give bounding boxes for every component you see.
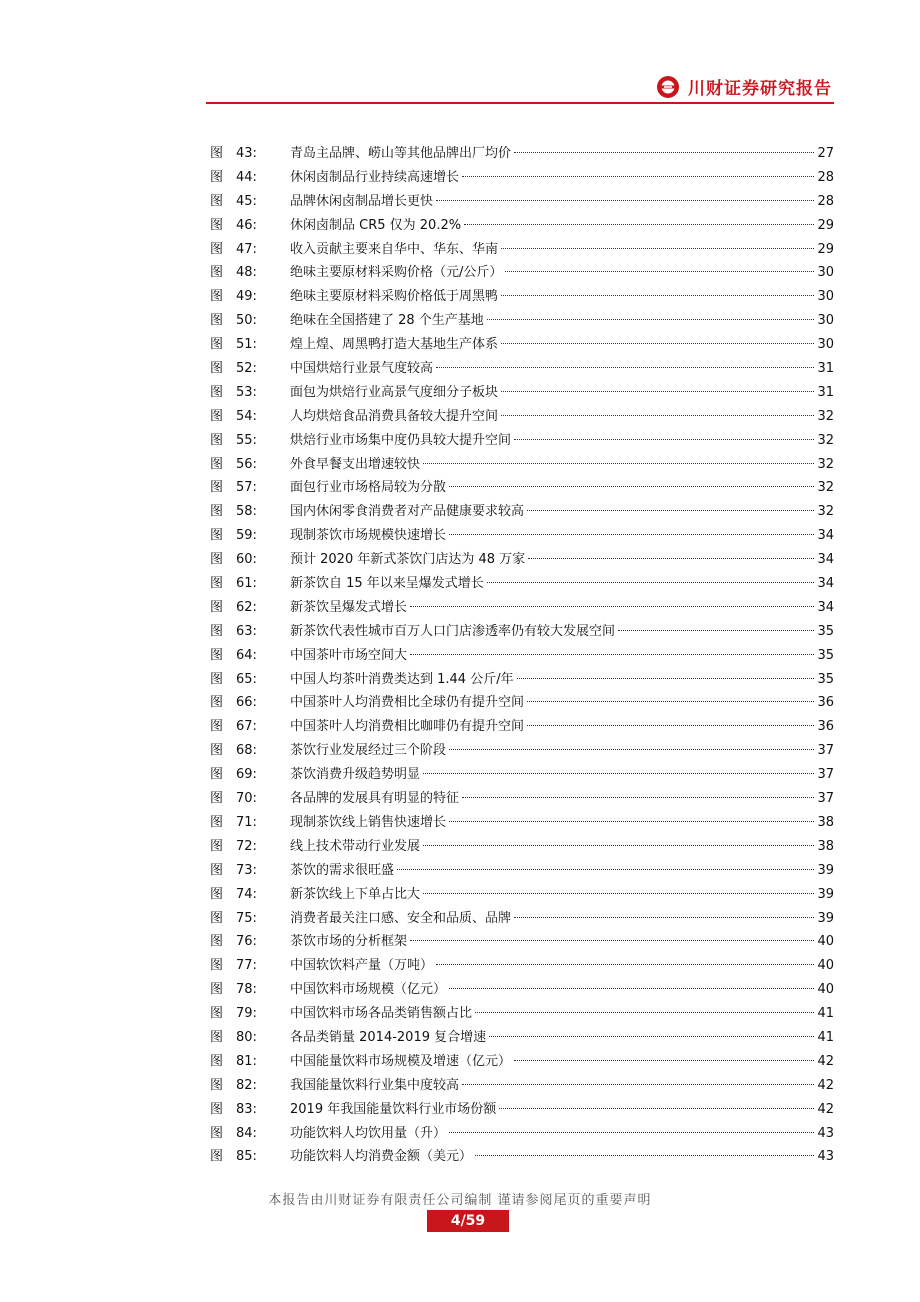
page-number: 42 bbox=[817, 1101, 834, 1117]
figure-title: 面包行业市场格局较为分散 bbox=[290, 480, 447, 496]
dot-leader bbox=[464, 224, 814, 225]
brand-name: 川财证券研究报告 bbox=[688, 79, 832, 99]
toc-entry[interactable] bbox=[210, 405, 834, 429]
figure-number: 61: bbox=[236, 576, 257, 592]
figure-label: 图 bbox=[210, 695, 224, 711]
figure-label: 图 bbox=[210, 838, 224, 854]
figure-number: 67: bbox=[236, 719, 257, 735]
page-number: 28 bbox=[817, 193, 834, 209]
figure-label: 图 bbox=[210, 289, 224, 305]
figure-number: 62: bbox=[236, 599, 257, 615]
page-header bbox=[0, 0, 920, 104]
dot-leader bbox=[449, 749, 814, 750]
figure-title: 中国能量饮料市场规模及增速（亿元） bbox=[290, 1053, 512, 1069]
figure-number: 84: bbox=[236, 1125, 257, 1141]
toc-entry[interactable] bbox=[210, 572, 834, 596]
figure-label: 图 bbox=[210, 576, 224, 592]
chuancai-logo-icon bbox=[656, 75, 680, 99]
toc-entry[interactable] bbox=[210, 1002, 834, 1026]
dot-leader bbox=[501, 415, 814, 416]
figure-title: 功能饮料人均饮用量（升） bbox=[290, 1125, 447, 1141]
dot-leader bbox=[436, 964, 814, 965]
toc-entry[interactable] bbox=[210, 954, 834, 978]
figure-number: 81: bbox=[236, 1053, 257, 1069]
toc-entry[interactable] bbox=[210, 596, 834, 620]
page-number: 34 bbox=[817, 528, 834, 544]
figure-title: 新茶饮呈爆发式增长 bbox=[290, 599, 408, 615]
page-number: 41 bbox=[817, 1006, 834, 1022]
figure-label: 图 bbox=[210, 432, 224, 448]
figure-label: 图 bbox=[210, 814, 224, 830]
dot-leader bbox=[514, 917, 814, 918]
page-number: 30 bbox=[817, 313, 834, 329]
page-number: 32 bbox=[817, 456, 834, 472]
page-number: 34 bbox=[817, 576, 834, 592]
figure-label: 图 bbox=[210, 1006, 224, 1022]
figure-label: 图 bbox=[210, 241, 224, 257]
figure-label: 图 bbox=[210, 337, 224, 353]
page-number: 43 bbox=[817, 1125, 834, 1141]
page-number: 35 bbox=[817, 671, 834, 687]
figure-index-list bbox=[210, 142, 834, 1169]
figure-title: 绝味在全国搭建了 28 个生产基地 bbox=[290, 313, 484, 329]
figure-number: 74: bbox=[236, 886, 257, 902]
figure-title: 茶饮市场的分析框架 bbox=[290, 934, 408, 950]
figure-number: 60: bbox=[236, 552, 257, 568]
figure-label: 图 bbox=[210, 671, 224, 687]
figure-label: 图 bbox=[210, 408, 224, 424]
dot-leader bbox=[618, 630, 814, 631]
dot-leader bbox=[410, 606, 814, 607]
page-number: 31 bbox=[817, 384, 834, 400]
figure-title: 功能饮料人均消费金额（美元） bbox=[290, 1149, 473, 1165]
dot-leader bbox=[462, 797, 814, 798]
page-number: 34 bbox=[817, 552, 834, 568]
figure-number: 63: bbox=[236, 623, 257, 639]
figure-title: 烘焙行业市场集中度仍具较大提升空间 bbox=[290, 432, 512, 448]
figure-label: 图 bbox=[210, 361, 224, 377]
figure-label: 图 bbox=[210, 528, 224, 544]
dot-leader bbox=[514, 152, 814, 153]
figure-label: 图 bbox=[210, 552, 224, 568]
dot-leader bbox=[410, 940, 814, 941]
figure-label: 图 bbox=[210, 934, 224, 950]
toc-entry[interactable] bbox=[210, 1050, 834, 1074]
figure-label: 图 bbox=[210, 1077, 224, 1093]
figure-title: 中国茶叶人均消费相比咖啡仍有提升空间 bbox=[290, 719, 525, 735]
page-number: 42 bbox=[817, 1053, 834, 1069]
page-number: 29 bbox=[817, 241, 834, 257]
toc-entry[interactable] bbox=[210, 859, 834, 883]
figure-number: 78: bbox=[236, 982, 257, 998]
dot-leader bbox=[505, 271, 814, 272]
toc-entry[interactable] bbox=[210, 1122, 834, 1146]
figure-number: 75: bbox=[236, 910, 257, 926]
dot-leader bbox=[499, 1108, 814, 1109]
dot-leader bbox=[487, 319, 815, 320]
page-number: 32 bbox=[817, 432, 834, 448]
figure-title: 消费者最关注口感、安全和品质、品牌 bbox=[290, 910, 512, 926]
figure-label: 图 bbox=[210, 313, 224, 329]
dot-leader bbox=[423, 893, 814, 894]
page-number: 40 bbox=[817, 982, 834, 998]
dot-leader bbox=[423, 845, 814, 846]
toc-entry[interactable] bbox=[210, 261, 834, 285]
dot-leader bbox=[436, 200, 814, 201]
figure-label: 图 bbox=[210, 456, 224, 472]
page-number: 39 bbox=[817, 886, 834, 902]
figure-label: 图 bbox=[210, 193, 224, 209]
toc-entry[interactable] bbox=[210, 739, 834, 763]
figure-title: 茶饮的需求很旺盛 bbox=[290, 862, 395, 878]
dot-leader bbox=[501, 391, 814, 392]
figure-label: 图 bbox=[210, 910, 224, 926]
figure-number: 65: bbox=[236, 671, 257, 687]
figure-title: 中国烘焙行业景气度较高 bbox=[290, 361, 434, 377]
dot-leader bbox=[528, 558, 814, 559]
page-number: 42 bbox=[817, 1077, 834, 1093]
dot-leader bbox=[501, 343, 814, 344]
figure-title: 中国饮料市场各品类销售额占比 bbox=[290, 1006, 473, 1022]
figure-title: 面包为烘焙行业高景气度细分子板块 bbox=[290, 384, 499, 400]
toc-entry[interactable] bbox=[210, 381, 834, 405]
dot-leader bbox=[527, 701, 814, 702]
toc-entry[interactable] bbox=[210, 333, 834, 357]
page-number: 37 bbox=[817, 767, 834, 783]
page-number: 39 bbox=[817, 910, 834, 926]
figure-label: 图 bbox=[210, 719, 224, 735]
figure-number: 68: bbox=[236, 743, 257, 759]
dot-leader bbox=[475, 1012, 814, 1013]
figure-title: 品牌休闲卤制品增长更快 bbox=[290, 193, 434, 209]
figure-label: 图 bbox=[210, 217, 224, 233]
figure-label: 图 bbox=[210, 647, 224, 663]
page-number: 40 bbox=[817, 934, 834, 950]
toc-entry[interactable] bbox=[210, 453, 834, 477]
dot-leader bbox=[410, 654, 814, 655]
dot-leader bbox=[462, 1084, 814, 1085]
figure-title: 我国能量饮料行业集中度较高 bbox=[290, 1077, 460, 1093]
page-number: 28 bbox=[817, 169, 834, 185]
dot-leader bbox=[514, 439, 814, 440]
page-number: 27 bbox=[817, 146, 834, 161]
page-number: 35 bbox=[817, 647, 834, 663]
figure-label: 图 bbox=[210, 1149, 224, 1165]
figure-number: 53: bbox=[236, 384, 257, 400]
figure-label: 图 bbox=[210, 982, 224, 998]
toc-entry[interactable] bbox=[210, 907, 834, 931]
figure-label: 图 bbox=[210, 599, 224, 615]
figure-title: 中国软饮料产量（万吨） bbox=[290, 958, 434, 974]
figure-title: 2019 年我国能量饮料行业市场份额 bbox=[290, 1101, 497, 1117]
dot-leader bbox=[462, 176, 814, 177]
toc-entry[interactable] bbox=[210, 883, 834, 907]
figure-title: 收入贡献主要来自华中、华东、华南 bbox=[290, 241, 499, 257]
figure-title: 绝味主要原材料采购价格低于周黑鸭 bbox=[290, 289, 499, 305]
figure-number: 79: bbox=[236, 1006, 257, 1022]
toc-entry[interactable] bbox=[210, 357, 834, 381]
figure-number: 56: bbox=[236, 456, 257, 472]
toc-entry[interactable] bbox=[210, 142, 834, 166]
figure-number: 44: bbox=[236, 169, 257, 185]
figure-label: 图 bbox=[210, 169, 224, 185]
disclaimer-note: 本报告由川财证券有限责任公司编制 谨请参阅尾页的重要声明 bbox=[268, 1193, 652, 1208]
figure-title: 茶饮行业发展经过三个阶段 bbox=[290, 743, 447, 759]
figure-title: 各品类销量 2014-2019 复合增速 bbox=[290, 1029, 487, 1045]
figure-title: 煌上煌、周黑鸭打造大基地生产体系 bbox=[290, 337, 499, 353]
toc-entry[interactable] bbox=[210, 309, 834, 333]
figure-label: 图 bbox=[210, 1029, 224, 1045]
figure-number: 85: bbox=[236, 1149, 257, 1165]
dot-leader bbox=[449, 486, 814, 487]
page-number: 40 bbox=[817, 958, 834, 974]
figure-label: 图 bbox=[210, 480, 224, 496]
figure-title: 中国茶叶市场空间大 bbox=[290, 647, 408, 663]
dot-leader bbox=[501, 295, 814, 296]
dot-leader bbox=[436, 367, 814, 368]
figure-number: 73: bbox=[236, 862, 257, 878]
figure-number: 77: bbox=[236, 958, 257, 974]
toc-entry[interactable] bbox=[210, 620, 834, 644]
figure-number: 64: bbox=[236, 647, 257, 663]
figure-title: 新茶饮代表性城市百万人口门店渗透率仍有较大发展空间 bbox=[290, 623, 616, 639]
toc-entry[interactable] bbox=[210, 644, 834, 668]
figure-title: 外食早餐支出增速较快 bbox=[290, 456, 421, 472]
page-number: 31 bbox=[817, 361, 834, 377]
toc-entry[interactable] bbox=[210, 715, 834, 739]
page-number: 38 bbox=[817, 838, 834, 854]
page-number: 30 bbox=[817, 337, 834, 353]
figure-number: 54: bbox=[236, 408, 257, 424]
figure-title: 新茶饮线上下单占比大 bbox=[290, 886, 421, 902]
page-number: 36 bbox=[817, 719, 834, 735]
dot-leader bbox=[449, 534, 814, 535]
figure-number: 45: bbox=[236, 193, 257, 209]
figure-title: 新茶饮自 15 年以来呈爆发式增长 bbox=[290, 576, 484, 592]
figure-number: 80: bbox=[236, 1029, 257, 1045]
toc-entry[interactable] bbox=[210, 476, 834, 500]
page-number: 29 bbox=[817, 217, 834, 233]
figure-number: 48: bbox=[236, 265, 257, 281]
toc-entry[interactable] bbox=[210, 787, 834, 811]
toc-entry[interactable] bbox=[210, 835, 834, 859]
figure-number: 76: bbox=[236, 934, 257, 950]
dot-leader bbox=[423, 773, 814, 774]
dot-leader bbox=[489, 1036, 814, 1037]
dot-leader bbox=[527, 510, 814, 511]
figure-number: 50: bbox=[236, 313, 257, 329]
figure-label: 图 bbox=[210, 384, 224, 400]
toc-entry[interactable] bbox=[210, 500, 834, 524]
page-number: 41 bbox=[817, 1029, 834, 1045]
toc-entry[interactable] bbox=[210, 429, 834, 453]
figure-title: 各品牌的发展具有明显的特征 bbox=[290, 791, 460, 807]
toc-entry[interactable] bbox=[210, 930, 834, 954]
toc-entry[interactable] bbox=[210, 214, 834, 238]
dot-leader bbox=[517, 678, 815, 679]
dot-leader bbox=[527, 725, 814, 726]
figure-label: 图 bbox=[210, 862, 224, 878]
figure-number: 47: bbox=[236, 241, 257, 257]
page-number: 37 bbox=[817, 743, 834, 759]
figure-number: 57: bbox=[236, 480, 257, 496]
page-number: 39 bbox=[817, 862, 834, 878]
figure-number: 55: bbox=[236, 432, 257, 448]
figure-number: 71: bbox=[236, 814, 257, 830]
figure-label: 图 bbox=[210, 504, 224, 520]
page-number: 32 bbox=[817, 408, 834, 424]
page-number: 37 bbox=[817, 791, 834, 807]
figure-number: 59: bbox=[236, 528, 257, 544]
figure-number: 46: bbox=[236, 217, 257, 233]
page-number: 32 bbox=[817, 480, 834, 496]
figure-number: 52: bbox=[236, 361, 257, 377]
figure-number: 43: bbox=[236, 146, 257, 161]
page-number: 43 bbox=[817, 1149, 834, 1165]
figure-label: 图 bbox=[210, 791, 224, 807]
brand bbox=[656, 74, 832, 99]
dot-leader bbox=[397, 869, 814, 870]
figure-title: 线上技术带动行业发展 bbox=[290, 838, 421, 854]
dot-leader bbox=[449, 988, 814, 989]
figure-title: 人均烘焙食品消费具备较大提升空间 bbox=[290, 408, 499, 424]
figure-label: 图 bbox=[210, 767, 224, 783]
page-number: 30 bbox=[817, 265, 834, 281]
figure-label: 图 bbox=[210, 1101, 224, 1117]
toc-entry[interactable] bbox=[210, 166, 834, 190]
figure-title: 现制茶饮市场规模快速增长 bbox=[290, 528, 447, 544]
toc-entry[interactable] bbox=[210, 763, 834, 787]
figure-title: 预计 2020 年新式茶饮门店达为 48 万家 bbox=[290, 552, 526, 568]
figure-title: 休闲卤制品行业持续高速增长 bbox=[290, 169, 460, 185]
toc-entry[interactable] bbox=[210, 1074, 834, 1098]
figure-title: 青岛主品牌、崂山等其他品牌出厂均价 bbox=[290, 146, 512, 161]
figure-number: 51: bbox=[236, 337, 257, 353]
figure-label: 图 bbox=[210, 1053, 224, 1069]
toc-entry[interactable] bbox=[210, 691, 834, 715]
page-number: 32 bbox=[817, 504, 834, 520]
toc-entry[interactable] bbox=[210, 1145, 834, 1169]
figure-title: 中国饮料市场规模（亿元） bbox=[290, 982, 447, 998]
toc-entry[interactable] bbox=[210, 811, 834, 835]
figure-number: 83: bbox=[236, 1101, 257, 1117]
figure-number: 70: bbox=[236, 791, 257, 807]
figure-number: 69: bbox=[236, 767, 257, 783]
toc-entry[interactable] bbox=[210, 548, 834, 572]
figure-label: 图 bbox=[210, 265, 224, 281]
dot-leader bbox=[514, 1060, 814, 1061]
figure-title: 中国茶叶人均消费相比全球仍有提升空间 bbox=[290, 695, 525, 711]
figure-label: 图 bbox=[210, 886, 224, 902]
figure-number: 58: bbox=[236, 504, 257, 520]
figure-title: 中国人均茶叶消费类达到 1.44 公斤/年 bbox=[290, 671, 514, 687]
dot-leader bbox=[423, 463, 814, 464]
figure-label: 图 bbox=[210, 1125, 224, 1141]
page-number: 30 bbox=[817, 289, 834, 305]
figure-number: 72: bbox=[236, 838, 257, 854]
dot-leader bbox=[487, 582, 815, 583]
page-number: 38 bbox=[817, 814, 834, 830]
dot-leader bbox=[475, 1155, 814, 1156]
toc-entry[interactable] bbox=[210, 238, 834, 262]
page-number-badge: 4/59 bbox=[427, 1210, 509, 1232]
page-number: 36 bbox=[817, 695, 834, 711]
figure-title: 绝味主要原材料采购价格（元/公斤） bbox=[290, 265, 503, 281]
figure-title: 国内休闲零食消费者对产品健康要求较高 bbox=[290, 504, 525, 520]
header-divider bbox=[206, 102, 834, 104]
toc-entry[interactable] bbox=[210, 668, 834, 692]
toc-entry[interactable] bbox=[210, 1026, 834, 1050]
figure-number: 66: bbox=[236, 695, 257, 711]
figure-label: 图 bbox=[210, 623, 224, 639]
figure-label: 图 bbox=[210, 146, 224, 161]
figure-title: 休闲卤制品 CR5 仅为 20.2% bbox=[290, 217, 462, 233]
figure-title: 茶饮消费升级趋势明显 bbox=[290, 767, 421, 783]
toc-entry[interactable] bbox=[210, 1098, 834, 1122]
toc-entry[interactable] bbox=[210, 285, 834, 309]
page-number: 35 bbox=[817, 623, 834, 639]
dot-leader bbox=[449, 821, 814, 822]
figure-label: 图 bbox=[210, 743, 224, 759]
figure-number: 49: bbox=[236, 289, 257, 305]
toc-entry[interactable] bbox=[210, 978, 834, 1002]
figure-number: 82: bbox=[236, 1077, 257, 1093]
figure-title: 现制茶饮线上销售快速增长 bbox=[290, 814, 447, 830]
toc-entry[interactable] bbox=[210, 190, 834, 214]
figure-label: 图 bbox=[210, 958, 224, 974]
page-number: 34 bbox=[817, 599, 834, 615]
dot-leader bbox=[501, 248, 814, 249]
toc-entry[interactable] bbox=[210, 524, 834, 548]
dot-leader bbox=[449, 1132, 814, 1133]
